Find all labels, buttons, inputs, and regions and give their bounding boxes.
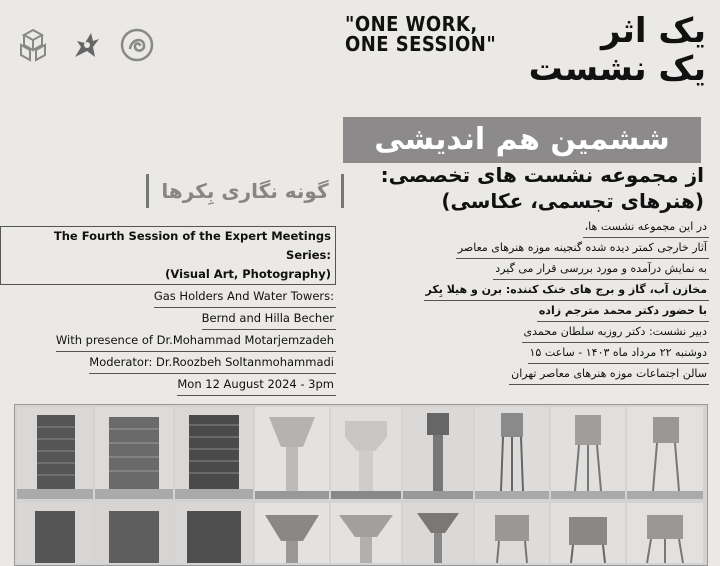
portrait-title: گونه نگاری بِکرها: [146, 174, 344, 208]
series-line2: (هنرهای تجسمی، عکاسی): [441, 189, 704, 213]
water-tower-photo: [331, 503, 401, 563]
fa-moderator: دبیر نشست: دکتر روزبه سلطان محمدی: [522, 323, 710, 343]
gas-holder-photo: [175, 407, 253, 499]
en-moderator: Moderator: Dr.Roozbeh Soltanmohammadi: [89, 353, 336, 374]
english-info: [0, 226, 336, 397]
gas-holder-photo: [17, 503, 93, 563]
title-en-line1: "ONE WORK,: [345, 12, 478, 36]
en-date: Mon 12 August 2024 - 3pm: [177, 375, 336, 396]
gas-holder-photo: [175, 503, 253, 563]
en-subject-line1: Gas Holders And Water Towers:: [154, 287, 336, 308]
title-english: [345, 14, 496, 54]
water-tower-photo: [551, 503, 625, 563]
title-fa-line2: یک نشست: [528, 49, 706, 89]
title-fa-line1: یک اثر: [601, 11, 706, 51]
water-tower-photo: [255, 503, 329, 563]
fa-intro: در این مجموعه نشست ها،: [583, 218, 709, 238]
gas-holder-photo: [95, 407, 173, 499]
fa-date: دوشنبه ۲۲ مرداد ماه ۱۴۰۳ - ساعت ۱۵: [528, 344, 709, 364]
en-series-title: [0, 226, 336, 285]
circle-emblem-logo-icon: [118, 26, 156, 64]
title-farsi: [529, 12, 706, 88]
water-tower-photo: [403, 503, 473, 563]
fa-subject: مخازن آب، گاز و برج های خنک کننده: برن و هیلا بِکر: [424, 281, 710, 301]
en-title-line1: The Fourth Session of the Expert Meetings Series:: [53, 229, 331, 262]
water-tower-photo: [255, 407, 329, 499]
fa-venue: سالن اجتماعات موزه هنرهای معاصر تهران: [509, 365, 709, 385]
water-tower-photo: [627, 503, 703, 563]
water-tower-photo: [627, 407, 703, 499]
title-en-line2: ONE SESSION": [345, 32, 497, 56]
water-tower-photo: [403, 407, 473, 499]
water-tower-photo: [551, 407, 625, 499]
fa-line2: به نمایش درآمده و مورد بررسی قرار می گیرد: [493, 260, 709, 280]
fa-presence: با حضور دکتر محمد مترجم زاده: [537, 302, 709, 322]
gas-holder-photo: [17, 407, 93, 499]
bird-figure-logo-icon: [66, 26, 104, 64]
en-subject-line2: Bernd and Hilla Becher: [202, 309, 336, 330]
gas-holder-photo: [95, 503, 173, 563]
cooling-tower-photo: [475, 407, 549, 499]
series-subtitle: [381, 162, 704, 214]
photo-grid: [14, 404, 708, 566]
en-presence: With presence of Dr.Mohammad Motarjemzadeh: [56, 331, 336, 352]
water-tower-photo: [331, 407, 401, 499]
logos: [14, 26, 156, 64]
en-title-line2: (Visual Art, Photography): [165, 267, 331, 281]
session-title-bar: ششمین هم اندیشی: [343, 117, 701, 163]
farsi-info: [343, 218, 709, 386]
fa-line1: آثار خارجی کمتر دیده شده گنجینه موزه هنرهای معاصر: [456, 239, 709, 259]
series-line1: از مجموعه نشست های تخصصی:: [380, 163, 704, 187]
cubes-logo-icon: [14, 26, 52, 64]
water-tower-photo: [475, 503, 549, 563]
